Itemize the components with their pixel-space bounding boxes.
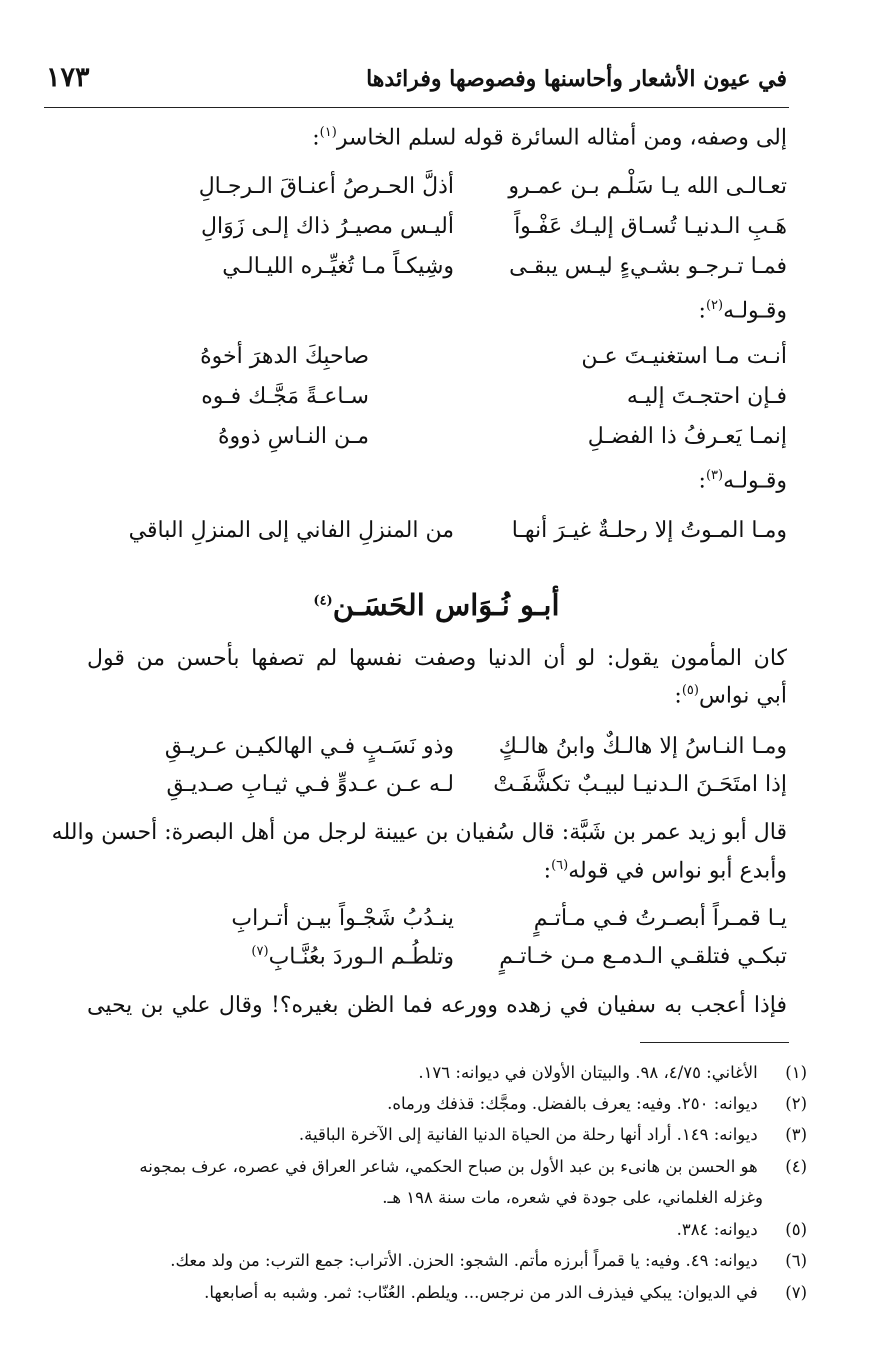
footnote: (٤) هو الحسن بن هانىء بن عبد الأول بن صباح الحكمي، شاعر العراق في عصره، عرف بمجونه <box>139 1157 807 1176</box>
verse-first-hemistich: يـا قمـراً أبصـرتُ فـي مـأتـمٍ <box>533 906 787 931</box>
verse-first-hemistich: هَـبِ الـدنيـا تُسـاق إليـك عَفْـواً <box>514 214 787 239</box>
verse-second-hemistich: ينـدُبُ شَجْـواً بيـن أتـرابِ <box>231 906 454 931</box>
footnote: (٢) ديوانه: ٢٥٠. وفيه: يعرف بالفضل. ومجَّك: قذفك ورماه. <box>387 1094 807 1113</box>
verse-second-hemistich: أليـس مصيـرُ ذاك إلـى زَوَالِ <box>201 214 454 239</box>
section-heading: أبـو نُـوَاس الحَسَـن$^{(٤)}$ <box>313 588 560 622</box>
paragraph-line: أبي نواس$^{(٥)}$: <box>674 683 787 709</box>
verse-first-hemistich: إنمـا يَعـرفُ ذا الفضـلِ <box>587 424 787 449</box>
paragraph-line: كان المأمون يقول: لو أن الدنيا وصفت نفسها لم تصفها بأحسن من قول <box>87 646 787 671</box>
verse-first-hemistich: إذا امتَحَـنَ الـدنيـا لبيـبٌ تكشَّفَـتْ <box>493 772 787 797</box>
verse-first-hemistich: فمـا تـرجـو بشـيءٍ ليـس يبقـى <box>509 254 787 279</box>
page-number: ١٧٣ <box>46 62 90 93</box>
verse-first-hemistich: تعـالـى الله يـا سَلْـم بـن عمـرو <box>508 174 787 199</box>
paragraph-line: وأبدع أبو نواس في قوله$^{(٦)}$: <box>543 858 787 884</box>
verse-second-hemistich: لـه عـن عـدوٍّ فـي ثيـابِ صـديـقِ <box>166 772 454 797</box>
verse-second-hemistich: أذلَّ الحـرصُ أعنـاقَ الـرجـالِ <box>198 174 454 199</box>
verse-first-hemistich: ومـا النـاسُ إلا هالـكٌ وابنُ هالـكٍ <box>498 734 787 759</box>
footnote: (١) الأغاني: ٤/٧٥، ٩٨. والبيتان الأولان في ديوانه: ١٧٦. <box>418 1063 807 1082</box>
verse-second-hemistich: صاحبِكَ الدهرَ أخوهُ <box>200 344 369 369</box>
header-rule <box>44 107 789 108</box>
verse-first-hemistich: تبكـي فتلقـي الـدمـع مـن خـاتـمٍ <box>499 944 787 969</box>
footnote: (٣) ديوانه: ١٤٩. أراد أنها رحلة من الحياة الدنيا الفانية إلى الآخرة الباقية. <box>298 1125 807 1144</box>
running-header-title: في عيون الأشعار وأحاسنها وفصوصها وفرائدها <box>366 66 787 92</box>
verse-second-hemistich: من المنزلِ الفاني إلى المنزلِ الباقي <box>128 518 454 543</box>
verse-intro: وقـولـه$^{(٢)}$: <box>698 298 787 324</box>
verse-second-hemistich: وذو نَسَـبٍ فـي الهالكيـن عـريـقِ <box>164 734 454 759</box>
footnote-continuation: وغزله الغلماني، على جودة في شعره، مات سنة ١٩٨ هـ. <box>382 1188 763 1207</box>
footnote: (٥) ديوانه: ٣٨٤. <box>676 1220 807 1239</box>
paragraph-line: فإذا أعجب به سفيان في زهده وورعه فما الظن بغيره؟! وقال علي بن يحيى <box>87 993 787 1018</box>
footnote: (٧) في الديوان: يبكي فيذرف الدر من نرجس... ويلطم. العُنّاب: ثمر. وشبه به أصابعها. <box>204 1283 807 1302</box>
verse-second-hemistich: سـاعـةً مَجَّـك فـوه <box>201 384 369 409</box>
verse-first-hemistich: ومـا المـوتُ إلا رحلـةٌ غيـرَ أنهـا <box>511 518 787 543</box>
verse-intro: وقـولـه$^{(٣)}$: <box>698 468 787 494</box>
verse-first-hemistich: أنـت مـا استغنيـتَ عـن <box>581 344 787 369</box>
verse-second-hemistich: وشِيكـاً مـا تُغيِّـره الليـالـي <box>222 254 454 279</box>
verse-first-hemistich: فـإن احتجـتَ إليـه <box>626 384 787 409</box>
verse-second-hemistich: وتلطُـم الـوردَ بعُنَّـابِ$^{(٧)}$ <box>251 944 454 970</box>
footnote: (٦) ديوانه: ٤٩. وفيه: يا قمراً أبرزه مأتم. الشجو: الحزن. الأتراب: جمع الترب: من ولد معك. <box>170 1251 807 1270</box>
verse-second-hemistich: مـن النـاسِ ذووهُ <box>218 424 369 449</box>
intro-line: إلى وصفه، ومن أمثاله السائرة قوله لسلم الخاسر$^{(١)}$: <box>312 125 787 151</box>
paragraph-line: قال أبو زيد عمر بن شَبَّة: قال سُفيان بن عيينة لرجل من أهل البصرة: أحسن والله <box>51 820 787 845</box>
footnote-rule <box>640 1042 789 1043</box>
